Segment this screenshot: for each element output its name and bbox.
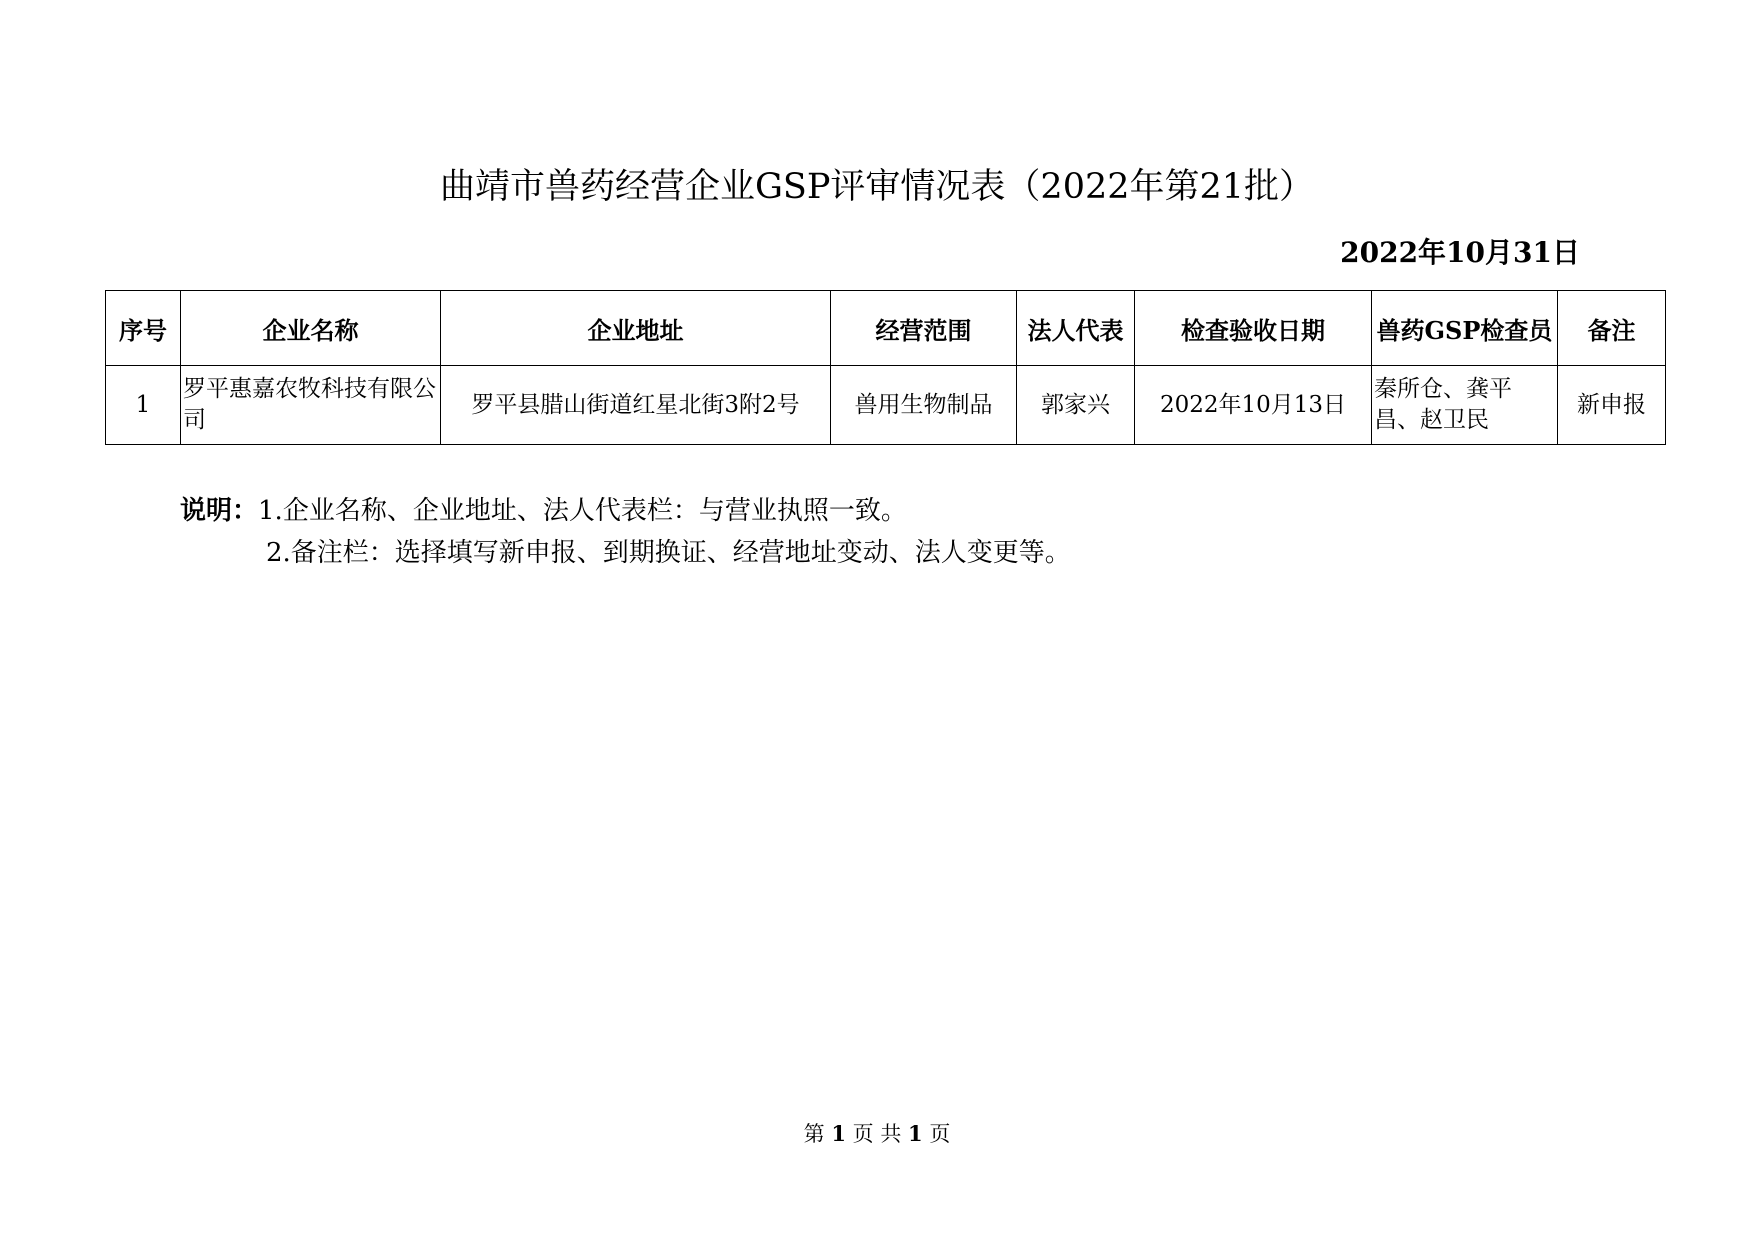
report-date: 2022年10月31日 [1340,236,1580,269]
gsp-review-table [105,290,1666,445]
notes-label: 说明： [180,496,259,526]
footer-mid: 页 共 [852,1122,902,1146]
table-header-row [106,291,1666,366]
header-index: 序号 [106,291,181,366]
footer-prefix: 第 [803,1122,825,1146]
footer-suffix: 页 [929,1122,951,1146]
cell-business-scope: 兽用生物制品 [831,366,1017,445]
header-inspection-date: 检查验收日期 [1135,291,1372,366]
document-title: 曲靖市兽药经营企业GSP评审情况表（2022年第21批） [439,167,1315,207]
cell-company-name: 罗平惠嘉农牧科技有限公司 [181,366,441,445]
cell-inspectors: 秦所仓、龚平昌、赵卫民 [1372,366,1558,445]
header-company-name: 企业名称 [181,291,441,366]
page-footer [0,1119,1754,1149]
header-company-address: 企业地址 [441,291,831,366]
header-business-scope: 经营范围 [831,291,1017,366]
notes-text-1: 1.企业名称、企业地址、法人代表栏：与营业执照一致。 [258,496,907,526]
cell-remarks: 新申报 [1558,366,1666,445]
cell-inspection-date: 2022年10月13日 [1135,366,1372,445]
header-inspectors: 兽药GSP检查员 [1372,291,1558,366]
notes-line-2: 2.备注栏：选择填写新申报、到期换证、经营地址变动、法人变更等。 [266,538,1071,568]
table-row [106,366,1666,445]
cell-index: 1 [106,366,181,445]
notes-section [180,490,1071,574]
notes-line-1 [180,490,1071,532]
cell-legal-representative: 郭家兴 [1017,366,1135,445]
cell-company-address: 罗平县腊山街道红星北街3附2号 [441,366,831,445]
header-legal-representative: 法人代表 [1017,291,1135,366]
footer-page-total: 1 [908,1121,923,1146]
header-remarks: 备注 [1558,291,1666,366]
footer-page-number: 1 [831,1121,846,1146]
